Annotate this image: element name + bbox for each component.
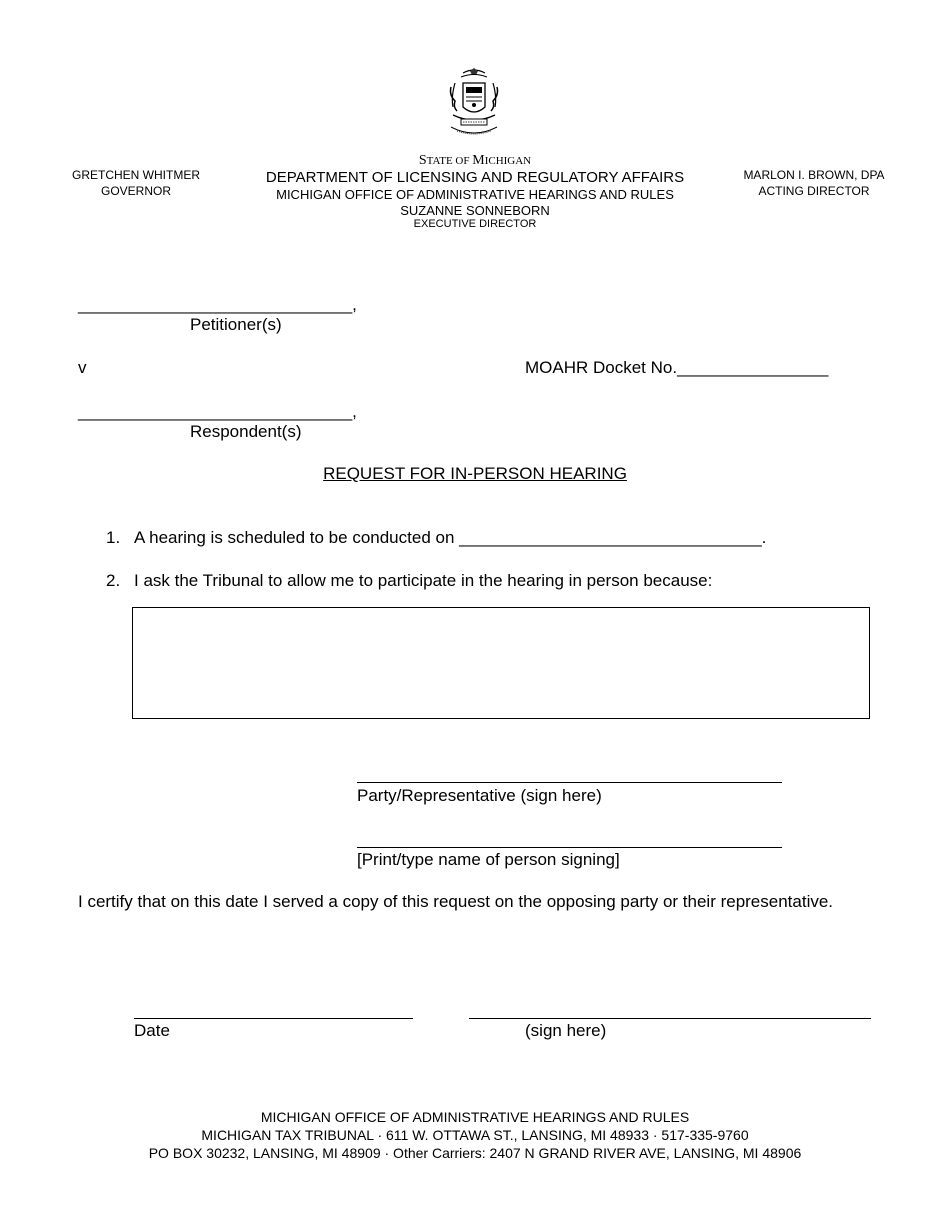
department-title: DEPARTMENT OF LICENSING AND REGULATORY AFFAIRS: [265, 169, 685, 186]
department-block: [200, 169, 750, 231]
certification-signature-line[interactable]: [469, 1018, 871, 1019]
versus-label: v: [78, 358, 87, 377]
governor-block: [55, 168, 217, 199]
governor-name: GRETCHEN WHITMER: [72, 168, 200, 182]
date-label: Date: [134, 1021, 170, 1040]
hearing-date-field[interactable]: A hearing is scheduled to be conducted on ________________________________.: [134, 528, 767, 547]
party-signature-line[interactable]: [357, 782, 782, 783]
reason-textbox[interactable]: [132, 607, 870, 719]
governor-title: GOVERNOR: [100, 183, 171, 198]
director-block: [730, 168, 898, 199]
petitioner-label: Petitioner(s): [190, 315, 282, 334]
certification-sign-label: (sign here): [525, 1021, 607, 1040]
respondent-blank[interactable]: _____________________________,: [78, 402, 357, 421]
print-name-line[interactable]: [357, 847, 782, 848]
item-2-text: I ask the Tribunal to allow me to participate in the hearing in person because:: [134, 571, 713, 590]
footer-line-3: PO BOX 30232, LANSING, MI 48909 · Other Carriers: 2407 N GRAND RIVER AVE, LANSING, MI 48906: [148, 1145, 802, 1161]
certification-text: I certify that on this date I served a copy of this request on the opposing party or their representative.: [78, 892, 834, 911]
michigan-seal-icon: [443, 67, 505, 139]
form-title-text: REQUEST FOR IN-PERSON HEARING: [323, 464, 627, 483]
office-title: MICHIGAN OFFICE OF ADMINISTRATIVE HEARINGS AND RULES: [276, 187, 674, 202]
party-signature-label: Party/Representative (sign here): [357, 786, 602, 805]
print-name-label: [Print/type name of person signing]: [357, 850, 620, 869]
director-title: ACTING DIRECTOR: [758, 183, 870, 198]
form-title: [0, 464, 950, 484]
docket-number-field[interactable]: MOAHR Docket No.________________: [525, 358, 829, 377]
director-name: MARLON I. BROWN, DPA: [743, 168, 885, 182]
executive-director-name: SUZANNE SONNEBORN: [400, 202, 550, 218]
state-name: STATE OF MICHIGAN: [418, 153, 532, 168]
executive-director-title: EXECUTIVE DIRECTOR: [413, 218, 537, 231]
footer-line-2: MICHIGAN TAX TRIBUNAL · 611 W. OTTAWA ST., LANSING, MI 48933 · 517-335-9760: [201, 1127, 749, 1143]
footer: [0, 1108, 950, 1162]
respondent-label: Respondent(s): [190, 422, 302, 441]
petitioner-blank[interactable]: _____________________________,: [78, 295, 357, 314]
footer-line-1: MICHIGAN OFFICE OF ADMINISTRATIVE HEARINGS AND RULES: [260, 1109, 690, 1125]
date-line[interactable]: [134, 1018, 413, 1019]
item-1-number: 1.: [106, 528, 121, 547]
item-2-number: 2.: [106, 571, 121, 590]
state-seal: [443, 67, 505, 139]
